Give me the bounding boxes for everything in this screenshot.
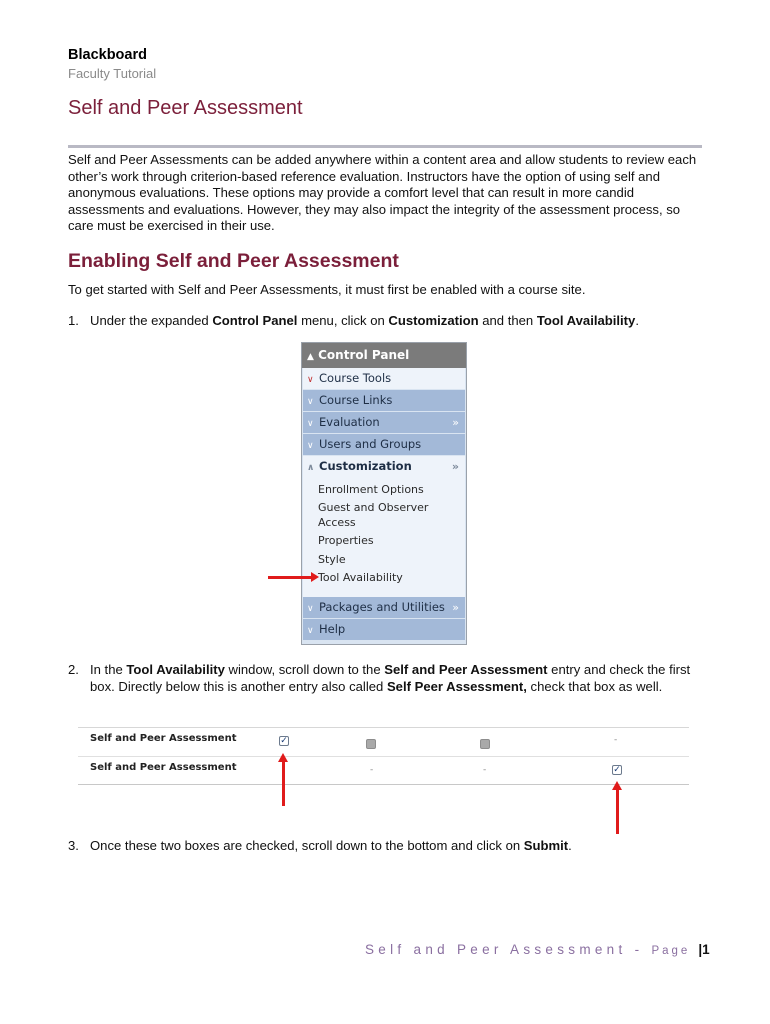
step-number: 3. — [68, 838, 79, 853]
menu-help[interactable] — [303, 619, 465, 640]
page-title: Self and Peer Assessment — [68, 97, 303, 119]
table-row — [78, 756, 689, 784]
step-text: entry and check the first box. Directly below this is another entry also called — [90, 662, 691, 694]
pointer-arrow — [616, 788, 619, 834]
menu-label: Help — [319, 622, 346, 636]
menu-label: Packages and Utilities — [319, 600, 445, 614]
section-heading: Enabling Self and Peer Assessment — [68, 250, 399, 272]
step-bold: Self and Peer Assessment — [384, 662, 548, 677]
step-bold: Tool Availability — [126, 662, 225, 677]
chevron-down-icon: ∨ — [307, 419, 314, 429]
chevron-down-icon: ∨ — [307, 441, 314, 451]
title-rule — [68, 145, 702, 148]
menu-evaluation[interactable] — [303, 412, 465, 433]
pointer-arrow — [268, 576, 312, 579]
menu-label: Customization — [319, 459, 412, 473]
chevron-down-icon: ∨ — [307, 397, 314, 407]
menu-course-tools[interactable] — [303, 368, 465, 389]
empty-cell: - — [614, 735, 618, 745]
step-bold: Submit — [523, 838, 569, 853]
step-text: . — [635, 313, 639, 328]
menu-label: Course Links — [319, 393, 393, 407]
step-text: check that box as well. — [526, 678, 663, 694]
footer-title: Self and Peer Assessment - — [365, 942, 652, 957]
checkbox-disabled — [366, 739, 376, 749]
page-number: 1 — [702, 942, 710, 957]
menu-label: Evaluation — [319, 415, 380, 429]
step-text: and then — [478, 313, 537, 328]
chevron-down-icon: ∨ — [307, 626, 314, 636]
arrow-head-icon — [311, 572, 319, 582]
submenu-guest-observer[interactable]: Guest and Observer Access — [318, 501, 429, 529]
footer-page-label: Page — [651, 945, 691, 957]
step-bold: Control Panel — [212, 313, 298, 328]
step-number: 1. — [68, 313, 79, 328]
submenu-style[interactable]: Style — [318, 553, 346, 566]
control-panel-title: Control Panel — [318, 348, 410, 362]
step-bold: Tool Availability — [536, 313, 636, 328]
pointer-arrow — [282, 760, 285, 806]
empty-cell: - — [370, 765, 374, 775]
chevron-down-icon: ∨ — [307, 604, 314, 614]
step-1 — [68, 313, 708, 330]
step-3 — [68, 838, 708, 855]
control-panel-header[interactable] — [302, 343, 466, 368]
menu-packages-utilities[interactable] — [303, 597, 465, 618]
step-text: . — [568, 838, 572, 853]
step-text: Once these two boxes are checked, scroll down to the bottom and click on — [90, 838, 524, 853]
step-text: menu, click on — [297, 313, 389, 328]
menu-label: Course Tools — [319, 371, 392, 385]
page-footer — [365, 942, 710, 957]
table-row — [78, 728, 689, 755]
submenu-enrollment-options[interactable]: Enrollment Options — [318, 483, 424, 496]
step-text: In the — [90, 662, 127, 677]
row-label: Self and Peer Assessment — [90, 762, 237, 773]
step-2 — [68, 662, 708, 695]
section-lead: To get started with Self and Peer Assessments, it must first be enabled with a course site. — [68, 282, 586, 297]
menu-users-groups[interactable] — [303, 434, 465, 455]
submenu-properties[interactable]: Properties — [318, 534, 374, 547]
step-bold: Customization — [388, 313, 479, 328]
menu-label: Users and Groups — [319, 437, 422, 451]
chevron-up-icon: ∧ — [307, 463, 315, 473]
checkbox-checked[interactable]: ✓ — [280, 736, 288, 746]
brand: Blackboard — [68, 47, 147, 63]
submenu-tool-availability[interactable]: Tool Availability — [318, 571, 403, 584]
row-label: Self and Peer Assessment — [90, 733, 237, 744]
tool-availability-table — [78, 727, 689, 785]
intro-paragraph: Self and Peer Assessments can be added anywhere within a content area and allow students to review each other’s work through criterion-based reference evaluation. Instructors have the option of using self and anonymous evaluations. These options may provide a comfort level that can result in more candid assessments and evaluations. However, they may also impact the integrity of the assessment process, so care must be exercised in their use. — [68, 152, 697, 234]
subtitle: Faculty Tutorial — [68, 66, 157, 81]
chevron-down-icon: ∨ — [307, 375, 314, 385]
menu-course-links[interactable] — [303, 390, 465, 411]
collapse-icon: ▲︎ — [307, 352, 314, 362]
checkbox-disabled — [480, 739, 490, 749]
chevron-right-icon: » — [451, 460, 459, 473]
chevron-right-icon: » — [452, 601, 459, 614]
step-text: Under the expanded — [90, 313, 213, 328]
footer-separator: | — [698, 942, 703, 957]
chevron-right-icon: » — [452, 416, 459, 429]
control-panel — [301, 342, 467, 645]
empty-cell: - — [483, 765, 487, 775]
checkbox-checked[interactable]: ✓ — [613, 765, 621, 775]
step-text: window, scroll down to the — [224, 662, 385, 677]
step-number: 2. — [68, 662, 79, 677]
step-bold: Self Peer Assessment, — [386, 678, 527, 694]
menu-customization[interactable] — [303, 456, 465, 477]
